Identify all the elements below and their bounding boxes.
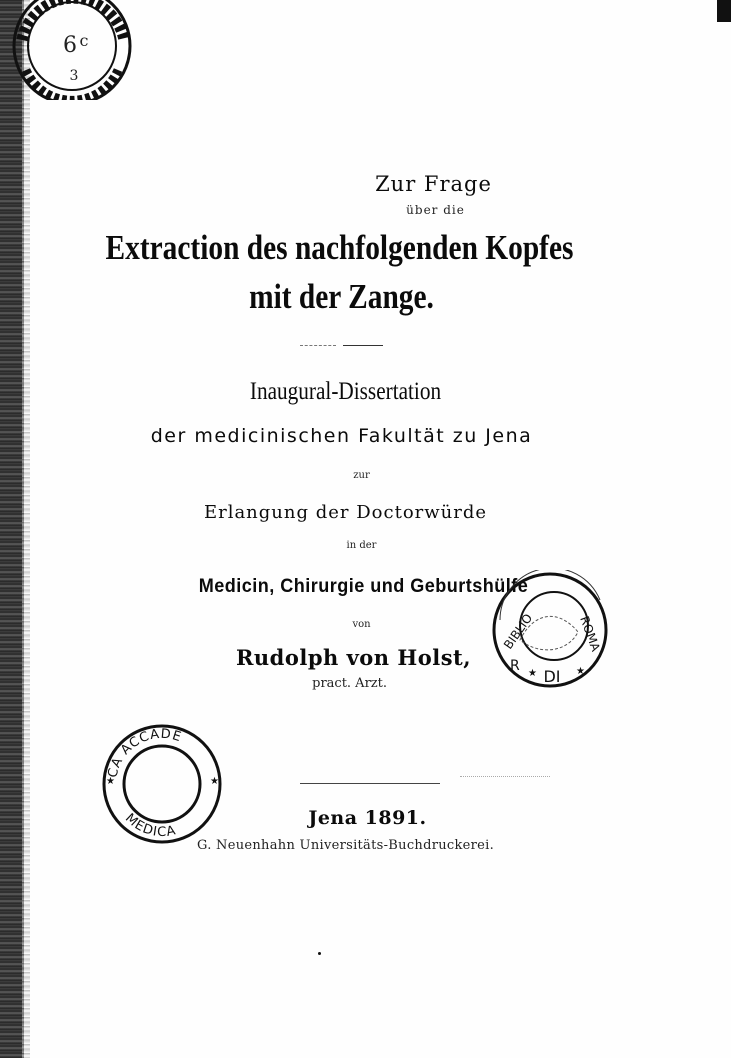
divider-rule	[343, 345, 383, 346]
main-title-line-2: mit der Zange.	[249, 277, 434, 316]
corner-mark	[717, 0, 731, 22]
in-der-line: in der	[346, 540, 377, 551]
svg-text:★: ★	[210, 776, 219, 787]
svg-text:c: c	[79, 31, 89, 50]
svg-text:DI: DI	[543, 667, 561, 686]
svg-text:MEDICA: MEDICA	[122, 810, 178, 841]
bottom-left-stamp-text: ACCADEMIA MEDICA	[96, 718, 108, 719]
place-year: Jena 1891.	[308, 807, 427, 829]
bottom-divider	[300, 783, 440, 784]
bottom-divider-dots	[460, 776, 550, 778]
title-line-2: über die	[406, 203, 465, 217]
author-role: pract. Arzt.	[312, 676, 387, 691]
svg-text:R: R	[510, 658, 520, 674]
field-line: Medicin, Chirurgie und Geburtshülfe	[198, 576, 529, 597]
top-left-library-stamp	[8, 0, 134, 100]
purpose-line: Erlangung der Doctorwürde	[203, 502, 488, 523]
main-title-line-1: Extraction des nachfolgenden Kopfes	[105, 228, 574, 267]
dissertation-heading: Inaugural-Dissertation	[249, 378, 442, 405]
top-left-stamp-text: BIBLIOTECA ... PROF	[8, 0, 20, 1]
binding-fringe	[22, 0, 30, 1058]
right-library-stamp	[480, 570, 616, 690]
svg-text:★: ★	[106, 776, 115, 787]
svg-text:★: ★	[528, 668, 537, 679]
svg-text:CA ACCADE: CA ACCADE	[105, 726, 184, 780]
printer-line: G. Neuenhahn Universitäts-Buchdruckerei.	[196, 838, 495, 853]
svg-text:3: 3	[69, 68, 79, 84]
page-speck	[318, 952, 321, 955]
svg-text:6: 6	[63, 33, 77, 58]
svg-text:BIBLIO: BIBLIO	[500, 611, 536, 652]
zur-line: zur	[353, 470, 370, 481]
von-line: von	[352, 619, 371, 630]
faculty-line: der medicinischen Fakultät zu Jena	[150, 425, 533, 447]
binding-edge	[0, 0, 24, 1058]
divider-dashed	[300, 345, 336, 347]
svg-text:★: ★	[576, 666, 585, 677]
svg-text:ROMA: ROMA	[577, 614, 603, 654]
title-line-1: Zur Frage	[375, 172, 492, 196]
right-stamp-text: BIBLIOTECA DI ROMA	[480, 570, 492, 571]
author-name: Rudolph von Holst,	[235, 645, 472, 670]
